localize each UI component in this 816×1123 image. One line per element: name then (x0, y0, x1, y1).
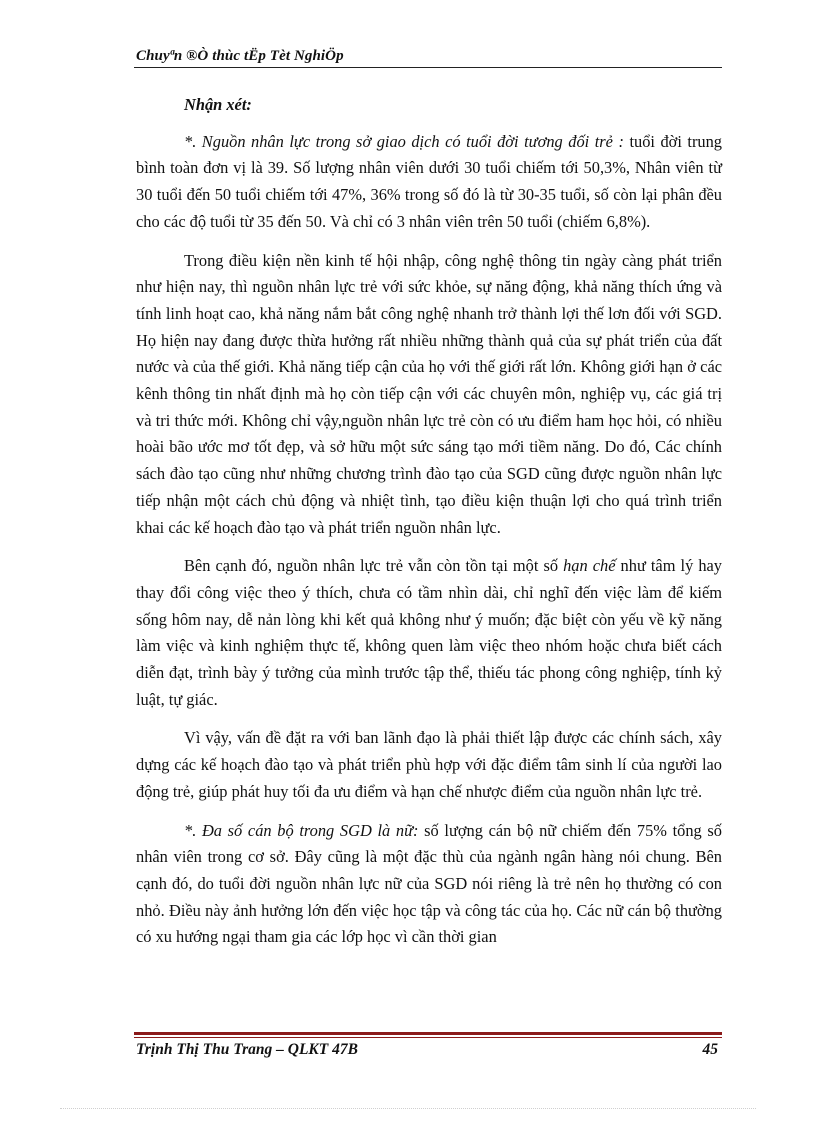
page-number: 45 (702, 1041, 718, 1058)
footer-author: Trịnh Thị Thu Trang – QLKT 47B (136, 1041, 358, 1058)
paragraph-limitations (136, 553, 722, 713)
paragraph-text: như tâm lý hay thay đổi công việc theo ý thích, chưa có tầm nhìn dài, chỉ nghĩ đến việc làm để kiếm sống hôm nay, dễ nản lòng khi kết quả không như ý muốn; đặc biệt còn yếu về kỹ năng làm việc và kinh nghiệm thực tế, không quen làm việc theo nhóm hoặc chưa biết cách diễn đạt, trình bày ý tưởng của mình trước tập thể, thiếu tác phong công nghiệp, tính kỷ luật, tự giác. (136, 556, 722, 709)
paragraph-young-workforce (136, 129, 722, 236)
paragraph-text: Bên cạnh đó, nguồn nhân lực trẻ vẫn còn tồn tại một số (184, 556, 564, 576)
footer-rule-thin (134, 1037, 722, 1038)
paragraph-text: tuổi đời trung bình toàn đơn vị là 39. Số lượng nhân viên dưới 30 tuổi chiếm tới 50,3%, Nhân viên từ 30 tuổi đến 50 tuổi chiếm tới 47%, 36% trong số đó là từ 30-35 tuổi, số còn lại phân đều cho các độ tuổi từ 35 đến 50. Và chỉ có 3 nhân viên trên 50 tuổi (chiếm 6,8%). (136, 131, 722, 231)
paragraph-advantages: Trong điều kiện nền kinh tế hội nhập, công nghệ thông tin ngày càng phát triển như hiện nay, thì nguồn nhân lực trẻ với sức khỏe, sự năng động, khả năng thích ứng và tính linh hoạt cao, khả năng nắm bắt công nghệ nhanh trở thành lợi thế lơn đối với SGD. Họ hiện nay đang được thừa hưởng rất nhiều những thành quả của sự phát triển của đất nước và của thế giới. Khả năng tiếp cận của họ với thế giới rất lớn. Không giới hạn ở các kênh thông tin nhất định mà họ còn tiếp cận với các chuyên môn, nghiệp vụ, các giá trị và tri thức mới. Không chỉ vậy,nguồn nhân lực trẻ còn có ưu điểm ham học hỏi, có nhiều hoài bão ước mơ tốt đẹp, và sở hữu một sức sáng tạo mới tiềm năng. Do đó, Các chính sách đào tạo cũng như những chương trình đào tạo của SGD cũng được nguồn nhân lực tiếp nhận một cách chủ động và nhiệt tình, tạo điều kiện thuận lợi cho quá trình triển khai các kế hoạch đào tạo và phát triển nguồn nhân lực. (136, 250, 722, 537)
paragraph-lead: *. Đa số cán bộ trong SGD là nữ: (184, 820, 419, 840)
emphasis-text: hạn chế (563, 556, 616, 576)
header-title: Chuyªn ®Ò thùc tËp Tèt NghiÖp (136, 48, 344, 64)
section-heading: Nhận xét: (184, 95, 252, 114)
paragraph-female-staff (136, 818, 722, 952)
footer-rule (134, 1032, 722, 1035)
header-rule (134, 67, 722, 68)
document-body (136, 92, 722, 963)
paragraph-conclusion: Vì vậy, vấn đề đặt ra với ban lãnh đạo là phải thiết lập được các chính sách, xây dựng các kế hoạch đào tạo và phát triển phù hợp với đặc điểm tâm sinh lí của người lao động trẻ, giúp phát huy tối đa ưu điểm và hạn chế nhược điểm của nguồn nhân lực trẻ. (136, 728, 722, 801)
paragraph-lead: *. Nguồn nhân lực trong sở giao dịch có tuổi đời tương đối trẻ : (184, 131, 624, 151)
paragraph-text: số lượng cán bộ nữ chiếm đến 75% tổng số nhân viên trong cơ sở. Đây cũng là một đặc thù của ngành ngân hàng nói chung. Bên cạnh đó, do tuổi đời nguồn nhân lực nữ của SGD nói riêng là trẻ nên họ thường có con nhỏ. Điều này ảnh hưởng lớn đến việc học tập và công tác của họ. Các nữ cán bộ thường có xu hướng ngại tham gia các lớp học vì cần thời gian (136, 820, 722, 947)
page-edge-dotted-line (60, 1108, 756, 1109)
